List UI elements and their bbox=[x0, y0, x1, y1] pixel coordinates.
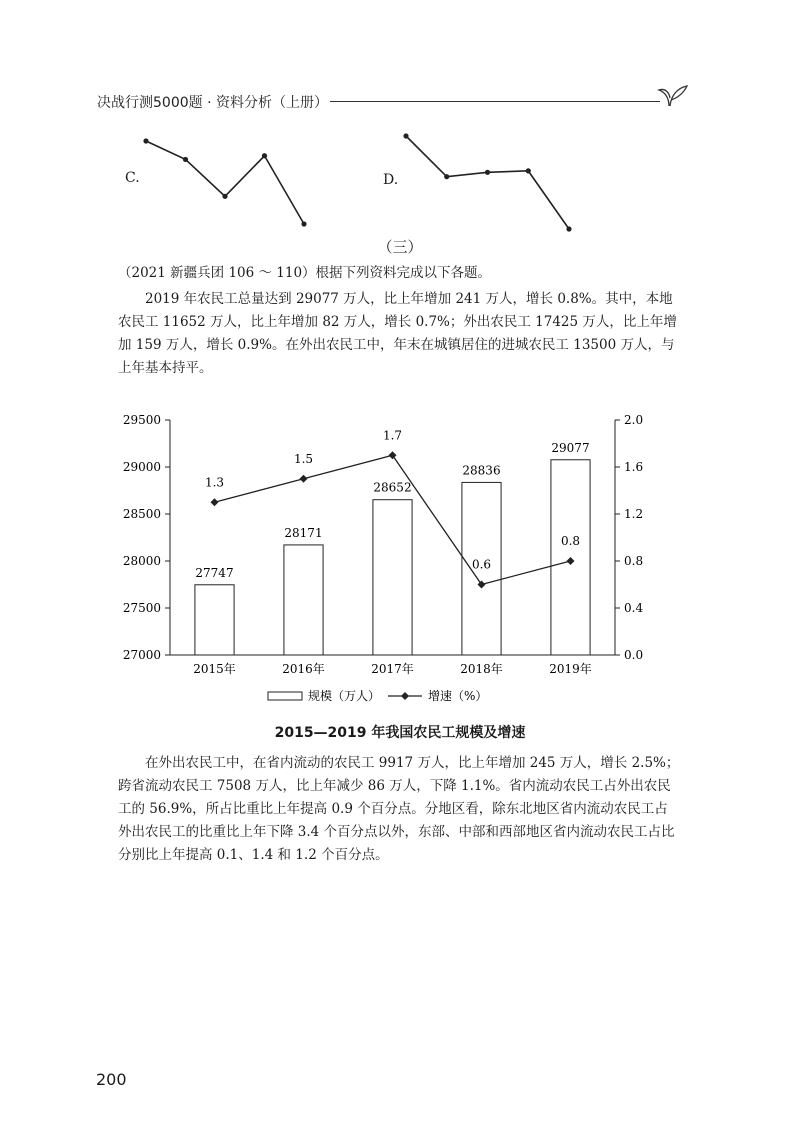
right-tick-label-2: 0.8 bbox=[624, 554, 644, 568]
growth-label-0: 1.3 bbox=[204, 475, 225, 490]
paragraph-2: 在外出农民工中，在省内流动的农民工 9917 万人，比上年增加 245 万人，增长 2.5%；跨省流动农民工 7508 万人，比上年减少 86 万人，下降 1.1%。省内流动农民工占外出农民工的 56.9%，所占比重比上年提高 0.9 个百分点。分地区看，除东北地区省内流动农民工占外出农民工的比重比上年下降 3.4 个百分点以外，东部、中部和西部地区省内流动农民工占比分别比上年提高 0.1、1.4 和 1.2 个百分点。 bbox=[118, 755, 680, 863]
left-tick-label-1: 27500 bbox=[122, 601, 161, 615]
legend-bar-label: 规模（万人） bbox=[308, 689, 381, 703]
category-label-1: 2016年 bbox=[282, 662, 325, 676]
bar-2 bbox=[373, 500, 412, 655]
option-c-point-2 bbox=[222, 194, 227, 199]
legend-bar-swatch bbox=[268, 692, 302, 700]
right-tick-label-0: 0.0 bbox=[624, 648, 644, 662]
legend-line-marker bbox=[401, 692, 409, 700]
left-tick-label-5: 29500 bbox=[122, 413, 161, 427]
option-d-point-0 bbox=[403, 133, 408, 138]
growth-label-1: 1.5 bbox=[293, 451, 314, 466]
sprout-icon bbox=[655, 80, 691, 108]
growth-point-1 bbox=[300, 475, 308, 483]
option-d-point-4 bbox=[566, 226, 571, 231]
right-tick-label-3: 1.2 bbox=[624, 507, 644, 521]
bar-label-0: 27747 bbox=[195, 565, 234, 580]
bar-label-4: 29077 bbox=[551, 440, 590, 455]
right-tick-label-5: 2.0 bbox=[624, 413, 644, 427]
growth-point-2 bbox=[389, 451, 397, 459]
chart-caption: 2015—2019 年我国农民工规模及增速 bbox=[274, 725, 526, 741]
option-c-line-chart bbox=[140, 135, 310, 230]
option-d-label: D. bbox=[383, 172, 399, 188]
growth-label-4: 0.8 bbox=[560, 534, 581, 548]
bar-label-1: 28171 bbox=[284, 525, 323, 540]
section-title: （三） bbox=[377, 238, 423, 256]
migrant-worker-chart bbox=[110, 405, 670, 715]
option-c-point-4 bbox=[301, 221, 306, 226]
growth-point-0 bbox=[211, 498, 219, 506]
option-d-line bbox=[406, 136, 569, 229]
category-label-3: 2018年 bbox=[460, 662, 503, 676]
option-d-point-3 bbox=[526, 168, 531, 173]
option-c-point-0 bbox=[143, 138, 148, 143]
option-c-line bbox=[146, 141, 304, 224]
book-header-title: 决战行测5000题 · 资料分析（上册） bbox=[97, 95, 328, 111]
option-c-label: C. bbox=[125, 170, 140, 186]
option-d-point-1 bbox=[444, 174, 449, 179]
left-tick-label-3: 28500 bbox=[122, 507, 161, 521]
category-label-4: 2019年 bbox=[549, 662, 592, 676]
intro-text: （2021 新疆兵团 106 ～ 110）根据下列资料完成以下各题。 bbox=[118, 265, 492, 281]
option-c-point-1 bbox=[183, 157, 188, 162]
category-label-0: 2015年 bbox=[193, 662, 236, 676]
option-d-line-chart bbox=[400, 130, 575, 235]
right-tick-label-1: 0.4 bbox=[624, 601, 644, 615]
growth-label-2: 1.7 bbox=[382, 428, 403, 443]
bar-label-3: 28836 bbox=[462, 463, 501, 478]
left-tick-label-2: 28000 bbox=[122, 554, 161, 568]
left-tick-label-0: 27000 bbox=[122, 648, 161, 662]
growth-label-3: 0.6 bbox=[471, 557, 492, 572]
option-d-point-2 bbox=[485, 170, 490, 175]
page-number: 200 bbox=[96, 1070, 127, 1089]
bar-label-2: 28652 bbox=[373, 480, 412, 495]
left-tick-label-4: 29000 bbox=[122, 460, 161, 474]
right-tick-label-4: 1.6 bbox=[624, 460, 644, 474]
option-c-point-3 bbox=[262, 153, 267, 158]
paragraph-1: 2019 年农民工总量达到 29077 万人，比上年增加 241 万人，增长 0.8%。其中，本地农民工 11652 万人，比上年增加 82 万人，增长 0.7%；外出农民工 17425 万人，比上年增加 159 万人，增长 0.9%。在外出农民工中，年末在城镇居住的进城农民工 13500 万人，与上年基本持平。 bbox=[118, 291, 677, 376]
bar-0 bbox=[195, 585, 234, 655]
category-label-2: 2017年 bbox=[371, 662, 414, 676]
bar-1 bbox=[284, 545, 323, 655]
header-rule bbox=[330, 101, 660, 102]
legend-line-label: 增速（%） bbox=[428, 689, 488, 703]
